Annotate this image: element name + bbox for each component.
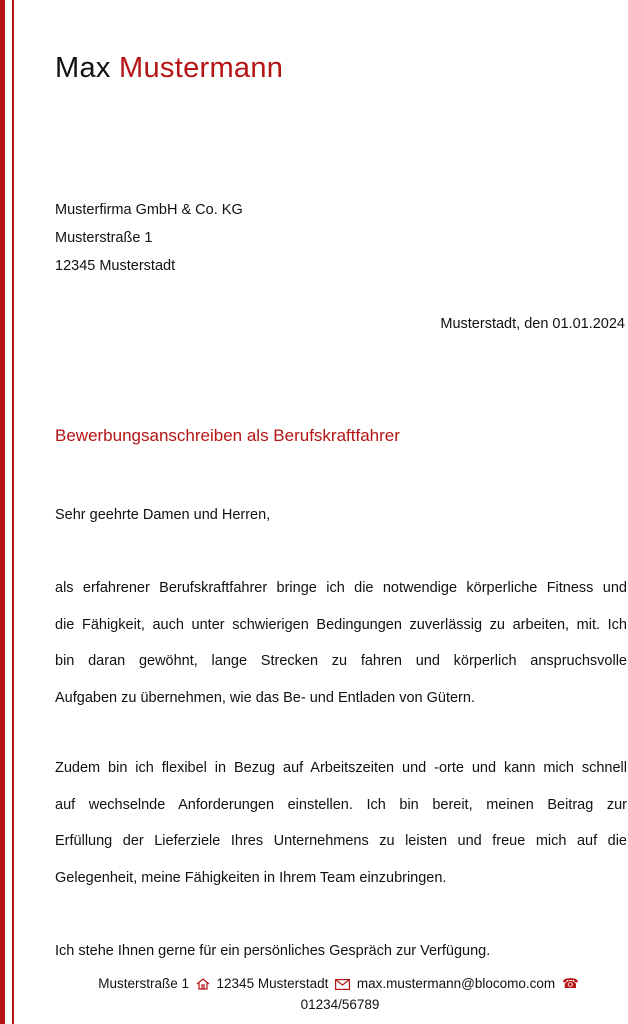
sender-last-name: Mustermann [119,52,284,84]
paragraph-line: Erfüllung der Lieferziele Ihres Unternehmens zu leisten und freue mich auf die [55,833,627,849]
footer-row-2 [0,994,628,1015]
paragraph-line: die Fähigkeit, auch unter schwierigen Bedingungen zuverlässig zu arbeiten, mit. Ich [55,616,627,633]
paragraph-line: Aufgaben zu übernehmen, wie das Be- und Entladen von Gütern. [55,689,475,706]
recipient-company: Musterfirma GmbH & Co. KG [55,202,243,218]
body-paragraph-3 [55,933,627,970]
sender-first-name: Max [55,52,111,84]
date-line: Musterstadt, den 01.01.2024 [440,316,625,332]
footer-phone[interactable]: 01234/56789 [300,997,380,1012]
paragraph-line: auf wechselnde Anforderungen einstellen. Ich bin bereit, meinen Beitrag zur [55,796,627,813]
paragraph-line: Ich stehe Ihnen gerne für ein persönliches Gespräch zur Verfügung. [55,943,491,959]
left-accent-bar-thick [0,0,5,1024]
left-accent-bar-thin [12,0,14,1024]
body-paragraph-1 [55,570,627,716]
salutation: Sehr geehrte Damen und Herren, [55,507,271,523]
sender-name [55,52,283,85]
house-icon [196,973,210,994]
footer-contact [0,973,628,1015]
paragraph-line: als erfahrener Berufskraftfahrer bringe ich die notwendige körperliche Fitness und [55,580,627,596]
recipient-street: Musterstraße 1 [55,230,153,246]
footer-email[interactable]: max.mustermann@blocomo.com [356,976,556,991]
paragraph-line: Zudem bin ich flexibel in Bezug auf Arbeitszeiten und -orte und kann mich schnell [55,760,627,776]
footer-city: 12345 Musterstadt [216,976,329,991]
subject-line: Bewerbungsanschreiben als Berufskraftfahrer [55,426,400,445]
body-paragraph-2 [55,750,627,896]
paragraph-line: bin daran gewöhnt, lange Strecken zu fahren und körperlich anspruchsvolle [55,653,627,669]
footer-row-1 [0,973,628,994]
paragraph-line: Gelegenheit, meine Fähigkeiten in Ihrem Team einzubringen. [55,869,447,886]
recipient-address [55,196,243,280]
phone-icon: ☎ [561,976,579,991]
envelope-icon [335,973,350,994]
footer-street: Musterstraße 1 [98,976,189,991]
recipient-city: 12345 Musterstadt [55,258,176,274]
